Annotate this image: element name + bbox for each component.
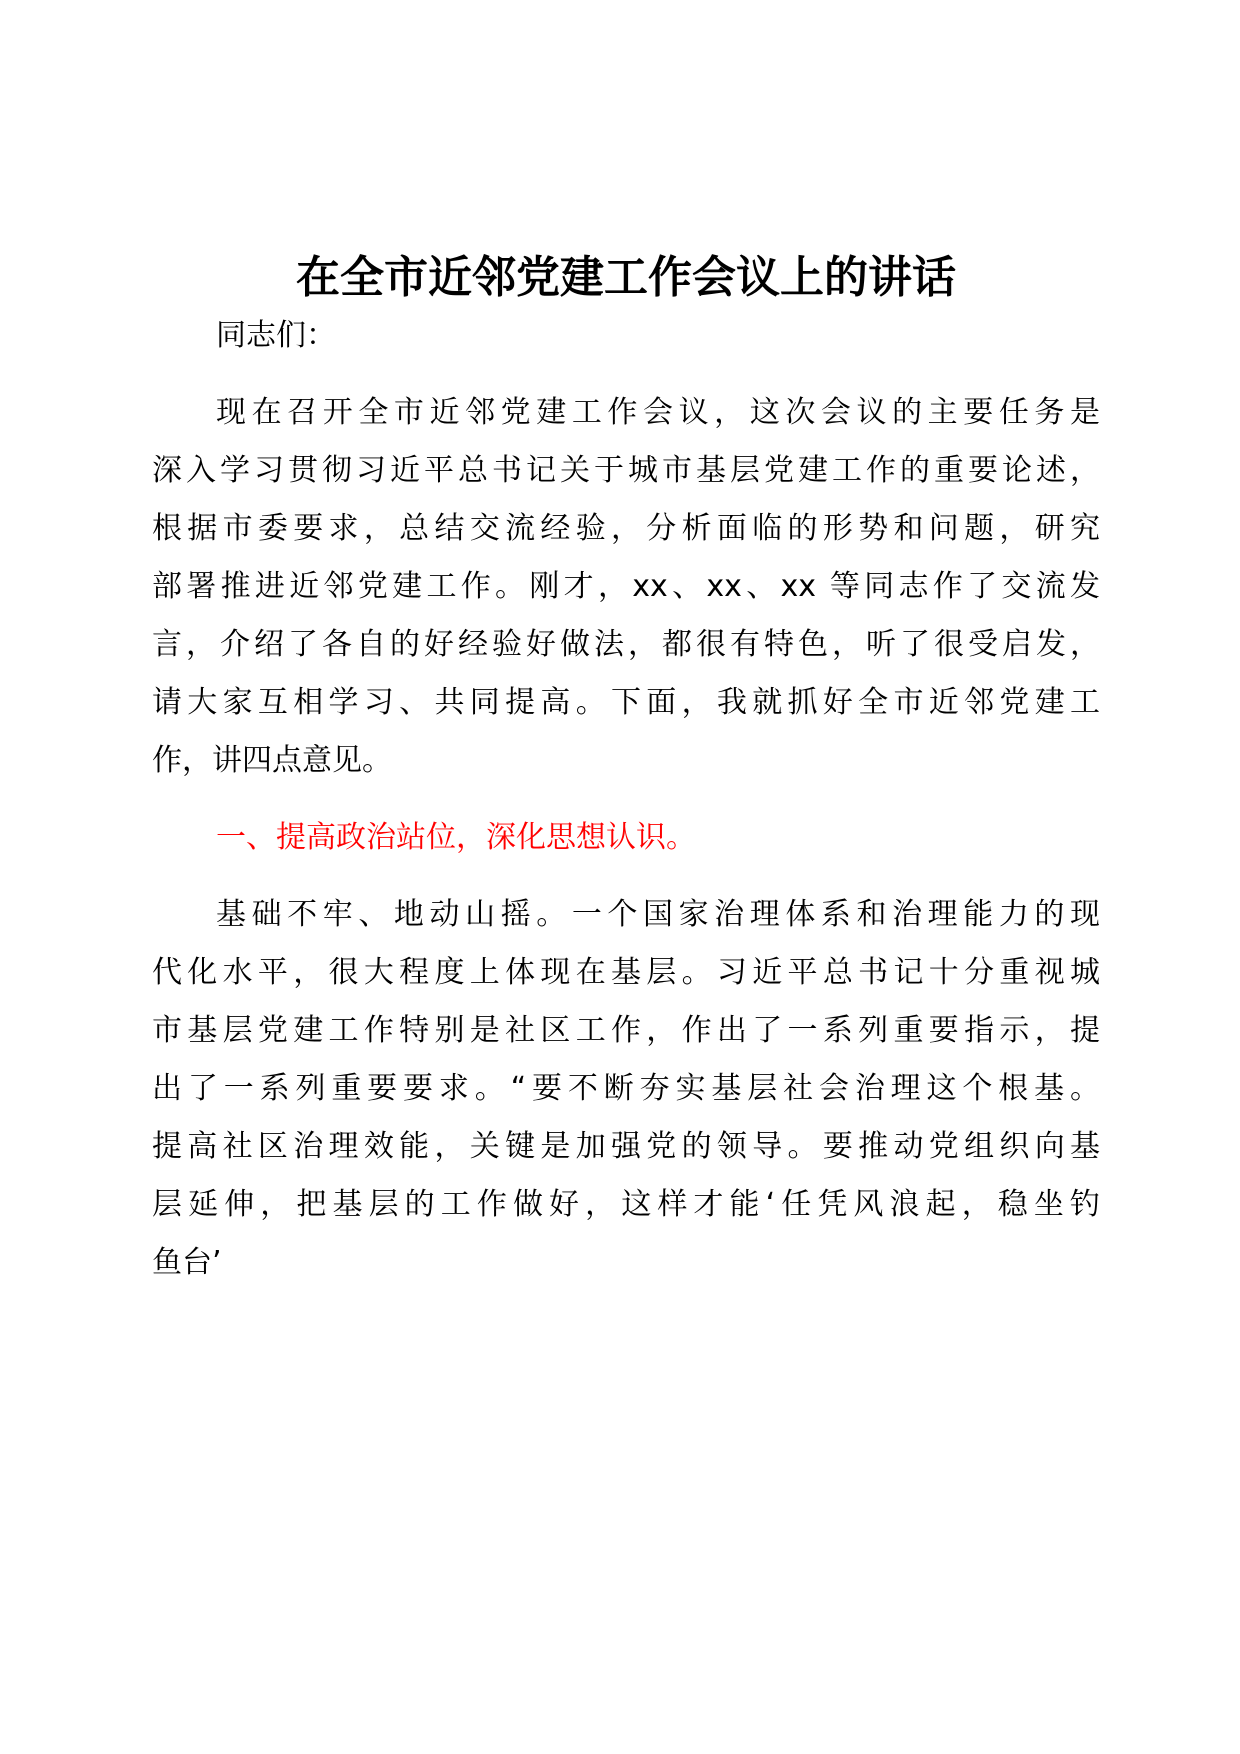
salutation: 同志们：: [216, 318, 336, 353]
paragraph-line: 根据市委要求，总结交流经验，分析面临的形势和问题，研究: [152, 511, 1100, 546]
paragraph-line: 部署推进近邻党建工作。刚才，xx、xx、xx 等同志作了交流发: [152, 569, 1100, 604]
paragraph-line: 言，介绍了各自的好经验好做法，都很有特色，听了很受启发，: [152, 627, 1100, 662]
paragraph-line: 深入学习贯彻习近平总书记关于城市基层党建工作的重要论述，: [152, 453, 1100, 488]
paragraph-line: 作，讲四点意见。: [152, 743, 392, 778]
paragraph-line: 基础不牢、地动山摇。一个国家治理体系和治理能力的现: [216, 897, 1100, 932]
paragraph-line: 出了一系列重要要求。“要不断夯实基层社会治理这个根基。: [152, 1071, 1100, 1106]
paragraph-line: 层延伸，把基层的工作做好，这样才能‘任凭风浪起，稳坐钓: [152, 1187, 1100, 1222]
document-title: 在全市近邻党建工作会议上的讲话: [296, 252, 956, 303]
paragraph-line: 现在召开全市近邻党建工作会议，这次会议的主要任务是: [216, 395, 1100, 430]
paragraph-line: 市基层党建工作特别是社区工作，作出了一系列重要指示，提: [152, 1013, 1100, 1048]
paragraph-line: 请大家互相学习、共同提高。下面，我就抓好全市近邻党建工: [152, 685, 1100, 720]
paragraph-line: 提高社区治理效能，关键是加强党的领导。要推动党组织向基: [152, 1129, 1100, 1164]
paragraph-line: 代化水平，很大程度上体现在基层。习近平总书记十分重视城: [152, 955, 1100, 990]
section-heading-1: 一、提高政治站位，深化思想认识。: [216, 820, 696, 855]
paragraph-line: 鱼台’: [152, 1245, 222, 1280]
